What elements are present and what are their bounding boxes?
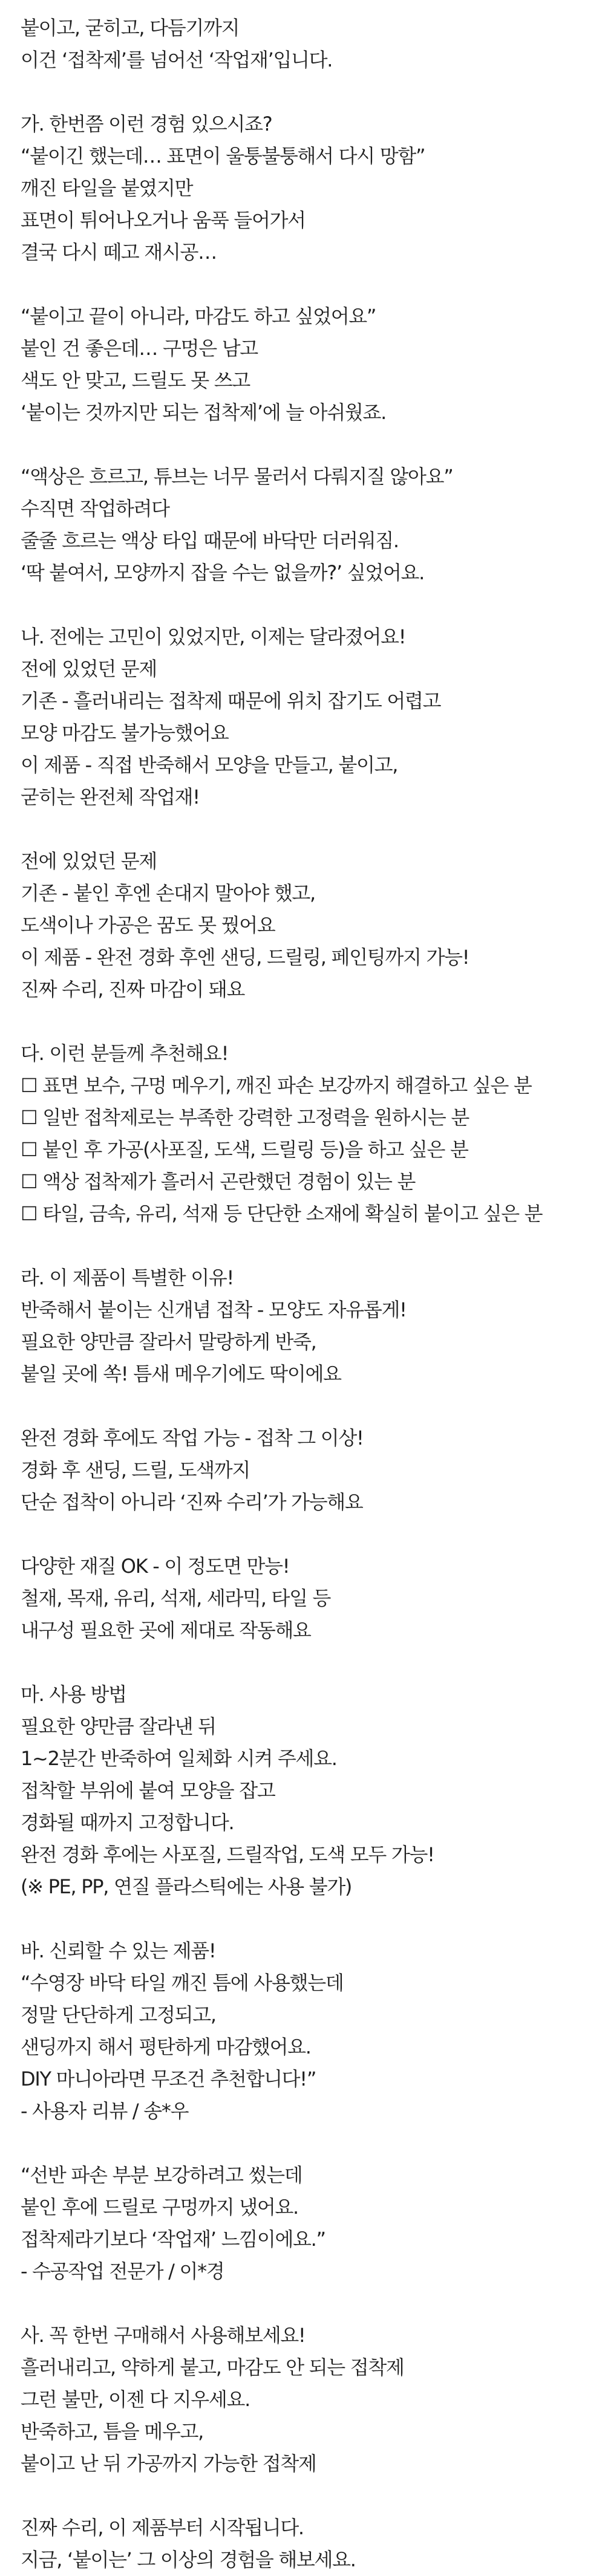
text-line: 전에 있었던 문제 xyxy=(21,850,157,873)
text-line: 전에 있었던 문제 xyxy=(21,657,157,680)
text-line: 줄줄 흐르는 액상 타입 때문에 바닥만 더러워짐. xyxy=(21,529,399,552)
paragraph xyxy=(21,1679,595,1903)
text-line: 나. 전에는 고민이 있었지만, 이제는 달라졌어요! xyxy=(21,625,406,648)
text-line: 접착할 부위에 붙여 모양을 잡고 xyxy=(21,1779,275,1802)
text-line: ☐ 일반 접착제로는 부족한 강력한 고정력을 원하시는 분 xyxy=(21,1106,469,1129)
text-line: 다. 이런 분들께 추천해요! xyxy=(21,1042,229,1065)
paragraph xyxy=(21,301,595,429)
paragraph xyxy=(21,108,595,268)
text-line: 내구성 필요한 곳에 제대로 작동해요 xyxy=(21,1619,311,1642)
text-line: 라. 이 제품이 특별한 이유! xyxy=(21,1266,234,1289)
text-line: 경화될 때까지 고정합니다. xyxy=(21,1811,234,1834)
text-line: 마. 사용 방법 xyxy=(21,1683,126,1706)
text-line: ☐ 붙인 후 가공(사포질, 도색, 드릴링 등)을 하고 싶은 분 xyxy=(21,1138,468,1161)
text-line: DIY 마니아라면 무조건 추천합니다!” xyxy=(21,2067,316,2090)
text-line: 붙인 후에 드릴로 구멍까지 냈어요. xyxy=(21,2196,298,2219)
text-line: 단순 접착이 아니라 ‘진짜 수리’가 가능해요 xyxy=(21,1491,363,1514)
text-line: 1~2분간 반죽하여 일체화 시켜 주세요. xyxy=(21,1747,337,1770)
text-line: 사. 꼭 한번 구매해서 사용해보세요! xyxy=(21,2324,306,2347)
text-line: 도색이나 가공은 꿈도 못 꿨어요 xyxy=(21,914,275,937)
text-line: “액상은 흐르고, 튜브는 너무 물러서 다뤄지질 않아요” xyxy=(21,465,453,488)
paragraph xyxy=(21,1262,595,1390)
text-line: 이 제품 - 직접 반죽해서 모양을 만들고, 붙이고, xyxy=(21,753,398,776)
text-line: 붙인 건 좋은데… 구멍은 남고 xyxy=(21,337,258,360)
text-line: 붙이고 난 뒤 가공까지 가능한 접착제 xyxy=(21,2452,316,2475)
text-line: 결국 다시 떼고 재시공… xyxy=(21,241,217,264)
text-line: 바. 신뢰할 수 있는 제품! xyxy=(21,1939,216,1962)
text-line: 정말 단단하게 고정되고, xyxy=(21,2003,216,2026)
text-line: ☐ 액상 접착제가 흘러서 곤란했던 경험이 있는 분 xyxy=(21,1170,416,1193)
text-line: 표면이 튀어나오거나 움푹 들어가서 xyxy=(21,209,306,232)
text-line: - 수공작업 전문가 / 이*경 xyxy=(21,2260,224,2283)
text-line: 철재, 목재, 유리, 석재, 세라믹, 타일 등 xyxy=(21,1587,331,1610)
text-line: 붙이고, 굳히고, 다듬기까지 xyxy=(21,16,240,39)
paragraph xyxy=(21,2512,595,2576)
text-line: 진짜 수리, 이 제품부터 시작됩니다. xyxy=(21,2516,304,2539)
paragraph xyxy=(21,1038,595,1230)
text-line: 필요한 양만큼 잘라서 말랑하게 반죽, xyxy=(21,1330,316,1353)
paragraph xyxy=(21,461,595,589)
paragraph xyxy=(21,1935,595,2127)
text-line: 흘러내리고, 약하게 붙고, 마감도 안 되는 접착제 xyxy=(21,2356,404,2379)
text-line: 가. 한번쯤 이런 경험 있으시죠? xyxy=(21,112,272,135)
text-line: 접착제라기보다 ‘작업재’ 느낌이에요.” xyxy=(21,2228,325,2251)
text-line: 그런 불만, 이젠 다 지우세요. xyxy=(21,2388,250,2411)
text-line: - 사용자 리뷰 / 송*우 xyxy=(21,2100,189,2122)
text-line: ☐ 타일, 금속, 유리, 석재 등 단단한 소재에 확실히 붙이고 싶은 분 xyxy=(21,1202,543,1225)
product-description-document xyxy=(21,12,595,2576)
paragraph xyxy=(21,1422,595,1518)
text-line: 경화 후 샌딩, 드릴, 도색까지 xyxy=(21,1459,250,1482)
paragraph xyxy=(21,2320,595,2480)
text-line: 필요한 양만큼 잘라낸 뒤 xyxy=(21,1715,216,1738)
text-line: 붙일 곳에 쏙! 틈새 메우기에도 딱이에요 xyxy=(21,1362,341,1385)
text-line: 이건 ‘접착제’를 넘어선 ‘작업재’입니다. xyxy=(21,48,333,71)
paragraph xyxy=(21,2159,595,2288)
text-line: ‘딱 붙여서, 모양까지 잡을 수는 없을까?’ 싶었어요. xyxy=(21,561,425,584)
text-line: “붙이긴 했는데… 표면이 울퉁불퉁해서 다시 망함” xyxy=(21,145,425,168)
text-line: 반죽해서 붙이는 신개념 접착 - 모양도 자유롭게! xyxy=(21,1298,407,1321)
paragraph xyxy=(21,845,595,1006)
text-line: (※ PE, PP, 연질 플라스틱에는 사용 불가) xyxy=(21,1875,352,1898)
text-line: 이 제품 - 완전 경화 후엔 샌딩, 드릴링, 페인팅까지 가능! xyxy=(21,946,469,969)
text-line: 완전 경화 후에는 사포질, 드릴작업, 도색 모두 가능! xyxy=(21,1843,434,1866)
text-line: 수직면 작업하려다 xyxy=(21,497,169,520)
text-line: “선반 파손 부분 보강하려고 썼는데 xyxy=(21,2164,302,2187)
text-line: “붙이고 끝이 아니라, 마감도 하고 싶었어요” xyxy=(21,305,376,328)
text-line: ☐ 표면 보수, 구멍 메우기, 깨진 파손 보강까지 해결하고 싶은 분 xyxy=(21,1074,532,1097)
text-line: 반죽하고, 틈을 메우고, xyxy=(21,2420,203,2443)
text-line: 지금, ‘붙이는’ 그 이상의 경험을 해보세요. xyxy=(21,2548,356,2571)
paragraph xyxy=(21,621,595,813)
text-line: 다양한 재질 OK - 이 정도면 만능! xyxy=(21,1555,290,1578)
text-line: 깨진 타일을 붙였지만 xyxy=(21,177,193,200)
paragraph xyxy=(21,12,595,76)
text-line: 색도 안 맞고, 드릴도 못 쓰고 xyxy=(21,369,250,392)
text-line: 샌딩까지 해서 평탄하게 마감했어요. xyxy=(21,2035,311,2058)
text-line: 기존 - 붙인 후엔 손대지 말아야 했고, xyxy=(21,882,315,905)
text-line: 모양 마감도 불가능했어요 xyxy=(21,721,229,744)
text-line: 완전 경화 후에도 작업 가능 - 접착 그 이상! xyxy=(21,1426,364,1449)
text-line: ‘붙이는 것까지만 되는 접착제’에 늘 아쉬웠죠. xyxy=(21,401,386,424)
text-line: “수영장 바닥 타일 깨진 틈에 사용했는데 xyxy=(21,1971,344,1994)
paragraph xyxy=(21,1550,595,1647)
text-line: 굳히는 완전체 작업재! xyxy=(21,785,200,808)
text-line: 기존 - 흘러내리는 접착제 때문에 위치 잡기도 어렵고 xyxy=(21,689,441,712)
text-line: 진짜 수리, 진짜 마감이 돼요 xyxy=(21,978,245,1001)
